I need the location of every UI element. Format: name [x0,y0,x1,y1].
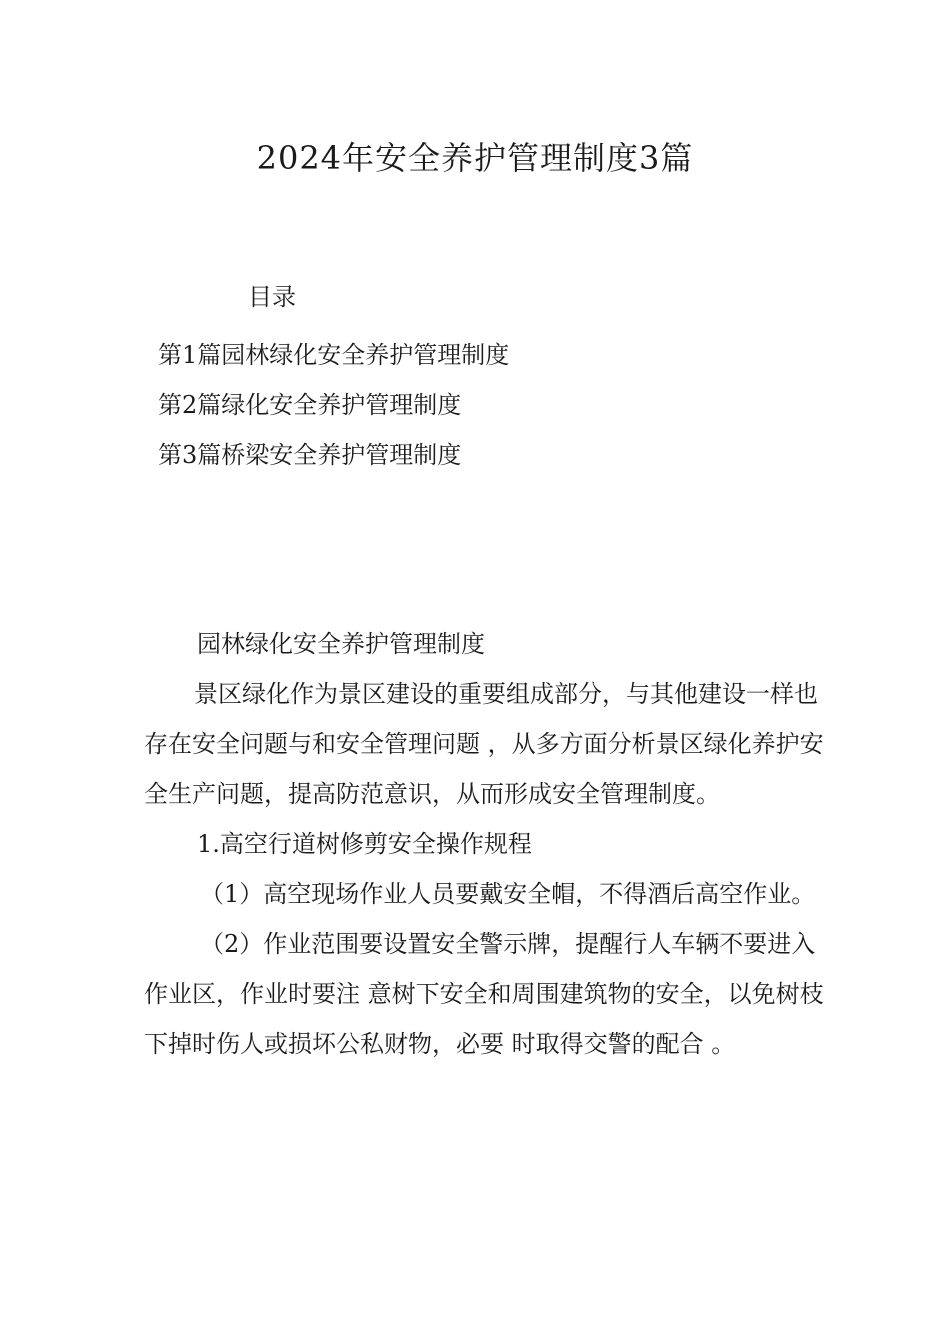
item-heading-1: 1.高空行道树修剪安全操作规程 [197,830,532,858]
toc-item-2[interactable]: 第2篇绿化安全养护管理制度 [158,391,462,419]
sub-item-2: （2）作业范围要设置安全警示牌，提醒行人车辆不要进入作业区，作业时要注 意树下安全和周围建筑物的安全，以免树枝下掉时伤人或损坏公私财物，必要 时取得交警的配合 。 [144,930,824,1058]
sub-item-1: （1）高空现场作业人员要戴安全帽，不得酒后高空作业。 [200,880,816,908]
document-body [144,619,824,1069]
document-title: 2024年安全养护管理制度3篇 [256,139,694,177]
intro-paragraph: 景区绿化作为景区建设的重要组成部分，与其他建设一样也存在安全问题与和安全管理问题 ，从多方面分析景区绿化养护安全生产问题，提高防范意识，从而形成安全管理制度。 [144,680,824,808]
section-title: 园林绿化安全养护管理制度 [197,630,485,658]
table-of-contents [158,330,509,480]
toc-heading: 目录 [248,283,296,311]
toc-item-3[interactable]: 第3篇桥梁安全养护管理制度 [158,441,462,469]
toc-item-1[interactable]: 第1篇园林绿化安全养护管理制度 [158,341,510,369]
